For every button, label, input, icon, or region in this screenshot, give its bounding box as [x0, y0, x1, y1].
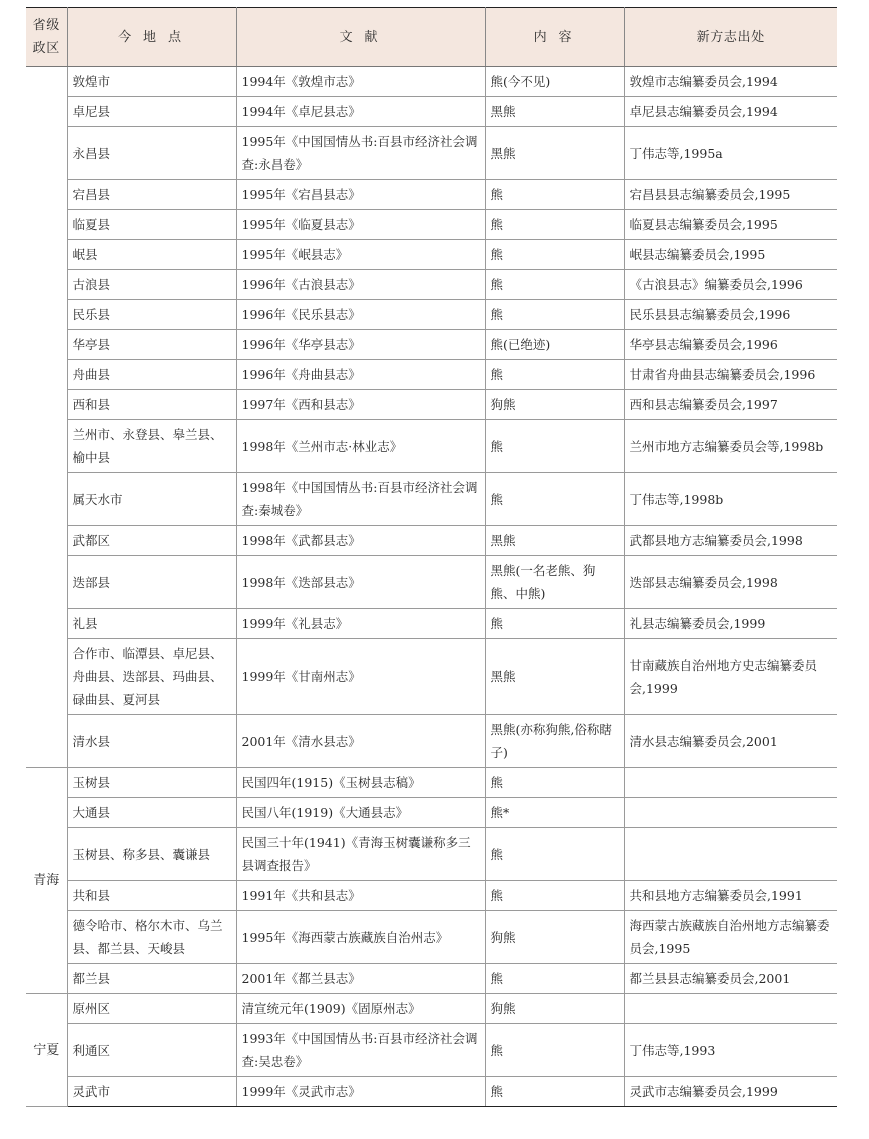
source-cell: 丁伟志等,1993 [624, 1024, 837, 1077]
location-cell: 利通区 [67, 1024, 236, 1077]
source-cell [624, 828, 837, 881]
location-cell: 舟曲县 [67, 360, 236, 390]
content-cell: 熊 [485, 964, 624, 994]
table-row [26, 67, 837, 97]
location-cell: 共和县 [67, 881, 236, 911]
table-row [26, 911, 837, 964]
literature-cell: 2001年《都兰县志》 [236, 964, 485, 994]
literature-cell: 1999年《灵武市志》 [236, 1077, 485, 1107]
table-row [26, 715, 837, 768]
header-province: 省级政区 [26, 8, 67, 67]
table-row [26, 97, 837, 127]
source-cell: 临夏县志编纂委员会,1995 [624, 210, 837, 240]
content-cell: 熊(今不见) [485, 67, 624, 97]
content-cell: 黑熊 [485, 639, 624, 715]
source-cell: 甘南藏族自治州地方史志编纂委员会,1999 [624, 639, 837, 715]
source-cell: 甘肃省舟曲县志编纂委员会,1996 [624, 360, 837, 390]
content-cell: 熊 [485, 1024, 624, 1077]
location-cell: 敦煌市 [67, 67, 236, 97]
table-row [26, 828, 837, 881]
source-cell: 宕昌县县志编纂委员会,1995 [624, 180, 837, 210]
content-cell: 黑熊(亦称狗熊,俗称瞎子) [485, 715, 624, 768]
source-cell: 礼县志编纂委员会,1999 [624, 609, 837, 639]
content-cell: 熊 [485, 180, 624, 210]
table-row [26, 360, 837, 390]
location-cell: 玉树县、称多县、囊谦县 [67, 828, 236, 881]
location-cell: 原州区 [67, 994, 236, 1024]
province-cell: 青海 [26, 768, 67, 994]
location-cell: 大通县 [67, 798, 236, 828]
table-row [26, 556, 837, 609]
literature-cell: 1996年《华亭县志》 [236, 330, 485, 360]
content-cell: 熊(已绝迹) [485, 330, 624, 360]
literature-cell: 1991年《共和县志》 [236, 881, 485, 911]
table-row [26, 270, 837, 300]
table-row [26, 768, 837, 798]
content-cell: 熊 [485, 210, 624, 240]
literature-cell: 1995年《岷县志》 [236, 240, 485, 270]
literature-cell: 2001年《清水县志》 [236, 715, 485, 768]
literature-cell: 1994年《卓尼县志》 [236, 97, 485, 127]
content-cell: 黑熊 [485, 526, 624, 556]
source-cell [624, 768, 837, 798]
location-cell: 武都区 [67, 526, 236, 556]
literature-cell: 民国三十年(1941)《青海玉树囊谦称多三县调查报告》 [236, 828, 485, 881]
content-cell: 熊* [485, 798, 624, 828]
literature-cell: 1995年《中国国情丛书:百县市经济社会调查:永昌卷》 [236, 127, 485, 180]
records-table [26, 7, 837, 1107]
table-row [26, 1077, 837, 1107]
source-cell: 武都县地方志编纂委员会,1998 [624, 526, 837, 556]
location-cell: 玉树县 [67, 768, 236, 798]
source-cell: 海西蒙古族藏族自治州地方志编纂委员会,1995 [624, 911, 837, 964]
content-cell: 黑熊(一名老熊、狗熊、中熊) [485, 556, 624, 609]
location-cell: 德令哈市、格尔木市、乌兰县、都兰县、天峻县 [67, 911, 236, 964]
source-cell: 丁伟志等,1998b [624, 473, 837, 526]
location-cell: 迭部县 [67, 556, 236, 609]
location-cell: 合作市、临潭县、卓尼县、舟曲县、迭部县、玛曲县、碌曲县、夏河县 [67, 639, 236, 715]
literature-cell: 1996年《舟曲县志》 [236, 360, 485, 390]
literature-cell: 1998年《兰州市志·林业志》 [236, 420, 485, 473]
table-row [26, 964, 837, 994]
source-cell: 迭部县志编纂委员会,1998 [624, 556, 837, 609]
content-cell: 狗熊 [485, 390, 624, 420]
content-cell: 熊 [485, 609, 624, 639]
content-cell: 熊 [485, 828, 624, 881]
table-row [26, 639, 837, 715]
source-cell: 卓尼县志编纂委员会,1994 [624, 97, 837, 127]
table-row [26, 609, 837, 639]
content-cell: 熊 [485, 768, 624, 798]
content-cell: 黑熊 [485, 127, 624, 180]
table-row [26, 300, 837, 330]
header-location: 今 地 点 [67, 8, 236, 67]
table-row [26, 180, 837, 210]
table-row [26, 881, 837, 911]
location-cell: 兰州市、永登县、皋兰县、榆中县 [67, 420, 236, 473]
table-row [26, 994, 837, 1024]
source-cell: 丁伟志等,1995a [624, 127, 837, 180]
literature-cell: 1996年《古浪县志》 [236, 270, 485, 300]
source-cell: 西和县志编纂委员会,1997 [624, 390, 837, 420]
table-row [26, 210, 837, 240]
content-cell: 熊 [485, 420, 624, 473]
literature-cell: 1999年《甘南州志》 [236, 639, 485, 715]
content-cell: 黑熊 [485, 97, 624, 127]
content-cell: 狗熊 [485, 911, 624, 964]
literature-cell: 1995年《临夏县志》 [236, 210, 485, 240]
table-row [26, 1024, 837, 1077]
location-cell: 都兰县 [67, 964, 236, 994]
table-row [26, 798, 837, 828]
location-cell: 灵武市 [67, 1077, 236, 1107]
location-cell: 卓尼县 [67, 97, 236, 127]
source-cell [624, 798, 837, 828]
literature-cell: 民国八年(1919)《大通县志》 [236, 798, 485, 828]
content-cell: 熊 [485, 1077, 624, 1107]
location-cell: 宕昌县 [67, 180, 236, 210]
content-cell: 熊 [485, 270, 624, 300]
source-cell: 兰州市地方志编纂委员会等,1998b [624, 420, 837, 473]
header-literature: 文 献 [236, 8, 485, 67]
location-cell: 华亭县 [67, 330, 236, 360]
literature-cell: 清宣统元年(1909)《固原州志》 [236, 994, 485, 1024]
source-cell: 《古浪县志》编纂委员会,1996 [624, 270, 837, 300]
literature-cell: 1998年《中国国情丛书:百县市经济社会调查:秦城卷》 [236, 473, 485, 526]
source-cell: 清水县志编纂委员会,2001 [624, 715, 837, 768]
location-cell: 民乐县 [67, 300, 236, 330]
literature-cell: 民国四年(1915)《玉树县志稿》 [236, 768, 485, 798]
table-row [26, 127, 837, 180]
table-row [26, 240, 837, 270]
source-cell: 敦煌市志编纂委员会,1994 [624, 67, 837, 97]
literature-cell: 1995年《海西蒙古族藏族自治州志》 [236, 911, 485, 964]
table-row [26, 330, 837, 360]
source-cell: 华亭县志编纂委员会,1996 [624, 330, 837, 360]
table-row [26, 390, 837, 420]
source-cell: 都兰县县志编纂委员会,2001 [624, 964, 837, 994]
header-row [26, 8, 837, 67]
header-content: 内 容 [485, 8, 624, 67]
location-cell: 西和县 [67, 390, 236, 420]
table-row [26, 526, 837, 556]
source-cell: 民乐县县志编纂委员会,1996 [624, 300, 837, 330]
table-row [26, 420, 837, 473]
location-cell: 属天水市 [67, 473, 236, 526]
location-cell: 岷县 [67, 240, 236, 270]
table-row [26, 473, 837, 526]
content-cell: 熊 [485, 473, 624, 526]
location-cell: 清水县 [67, 715, 236, 768]
literature-cell: 1999年《礼县志》 [236, 609, 485, 639]
location-cell: 永昌县 [67, 127, 236, 180]
source-cell [624, 994, 837, 1024]
province-cell [26, 67, 67, 768]
content-cell: 熊 [485, 360, 624, 390]
literature-cell: 1993年《中国国情丛书:百县市经济社会调查:吴忠卷》 [236, 1024, 485, 1077]
content-cell: 熊 [485, 300, 624, 330]
header-source: 新方志出处 [624, 8, 837, 67]
literature-cell: 1996年《民乐县志》 [236, 300, 485, 330]
location-cell: 临夏县 [67, 210, 236, 240]
location-cell: 礼县 [67, 609, 236, 639]
location-cell: 古浪县 [67, 270, 236, 300]
literature-cell: 1998年《武都县志》 [236, 526, 485, 556]
province-cell: 宁夏 [26, 994, 67, 1107]
source-cell: 共和县地方志编纂委员会,1991 [624, 881, 837, 911]
literature-cell: 1995年《宕昌县志》 [236, 180, 485, 210]
literature-cell: 1998年《迭部县志》 [236, 556, 485, 609]
source-cell: 灵武市志编纂委员会,1999 [624, 1077, 837, 1107]
table-body [26, 67, 837, 1107]
content-cell: 熊 [485, 881, 624, 911]
content-cell: 熊 [485, 240, 624, 270]
literature-cell: 1997年《西和县志》 [236, 390, 485, 420]
content-cell: 狗熊 [485, 994, 624, 1024]
literature-cell: 1994年《敦煌市志》 [236, 67, 485, 97]
source-cell: 岷县志编纂委员会,1995 [624, 240, 837, 270]
